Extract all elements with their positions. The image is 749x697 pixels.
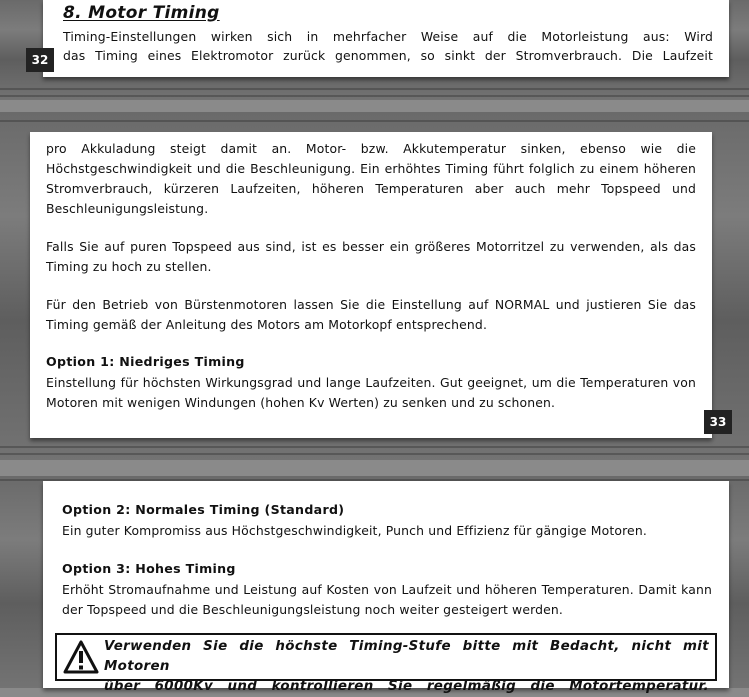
warning-box <box>55 633 717 694</box>
option-3-text: Erhöht Stromaufnahme und Leistung auf Kosten von Laufzeit und höheren Temperaturen. Damit kann der Topspeed und die Beschleunigungsleistung noch weiter gesteigert werden. <box>62 582 712 617</box>
option-1-text: Einstellung für höchsten Wirkungsgrad und lange Laufzeiten. Gut geeignet, um die Temperaturen von Motoren mit wenigen Windungen (hohen Kv Werten) zu senken und zu schonen. <box>46 375 696 410</box>
page-number-left: 32 <box>26 48 54 72</box>
intro-line-1: Timing-Einstellungen wirken sich in mehrfacher Weise auf die Motorleistung aus: Wird <box>63 29 713 44</box>
option-2-text: Ein guter Kompromiss aus Höchstgeschwindigkeit, Punch und Effizienz für gängige Motoren. <box>62 523 647 538</box>
warning-triangle-icon <box>63 640 99 674</box>
paragraph-2: Falls Sie auf puren Topspeed aus sind, ist es besser ein größeres Motorritzel zu verwenden, als das Timing zu hoch zu stellen. <box>46 239 696 274</box>
option-2-title: Option 2: Normales Timing (Standard) <box>62 502 345 517</box>
option-1-title: Option 1: Niedriges Timing <box>46 354 245 369</box>
warning-line-1: Verwenden Sie die höchste Timing-Stufe bitte mit Bedacht, nicht mit Motoren <box>104 639 709 674</box>
intro-line-2: das Timing eines Elektromotor zurück genommen, so sinkt der Stromverbrauch. Die Laufzeit <box>63 48 713 63</box>
warning-line-2: über 6000Kv und kontrollieren Sie regelmäßig die Motortemperatur. <box>104 679 709 694</box>
paragraph-3: Für den Betrieb von Bürstenmotoren lassen Sie die Einstellung auf NORMAL und justieren Sie das Timing gemäß der Anleitung des Motors am Motorkopf entsprechend. <box>46 297 696 332</box>
section-heading: 8. Motor Timing <box>63 3 220 23</box>
warning-text <box>104 637 709 697</box>
option-3-title: Option 3: Hohes Timing <box>62 561 236 576</box>
paragraph-1: pro Akkuladung steigt damit an. Motor- bzw. Akkutemperatur sinken, ebenso wie die Höchstgeschwindigkeit und die Beschleunigung. Ein erhöhtes Timing führt folglich zu einem höheren Stromverbrauch, kürzeren Laufzeiten, höheren Temperaturen aber auch mehr Topspeed und Beschleunigungsleistung. <box>46 141 696 216</box>
page-number-right: 33 <box>704 410 732 434</box>
